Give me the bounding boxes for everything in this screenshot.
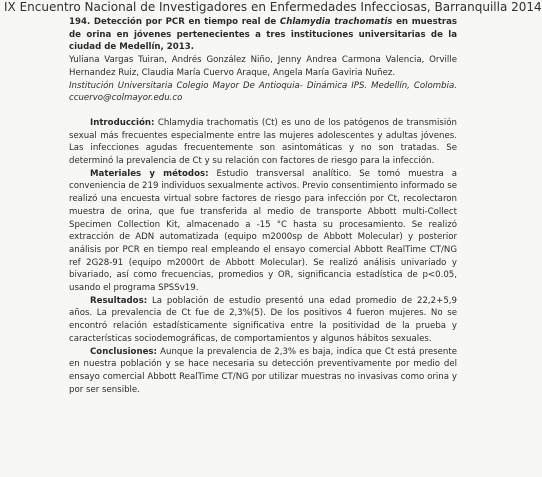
title-text-start: Detección por PCR en tiempo real de [90, 17, 280, 27]
introduction [69, 117, 457, 168]
authors: Yuliana Vargas Tuiran, Andrés González Niño, Jenny Andrea Carmona Valencia, Orville Hernandez Ruiz, Claudia María Cuervo Araque, Angela María Gaviria Nuñez. [69, 55, 457, 78]
title-text-end: en muestras de orina en jóvenes pertenecientes a tres instituciones universitarias de la ciudad de Medellín, 2013. [69, 17, 457, 53]
methods-label: Materiales y métodos: [90, 168, 209, 179]
conclusions-text: Aunque la prevalencia de 2,3% es baja, indica que Ct está presente en nuestra población y se hace necesaria su detección preventivamente por medio del ensayo comercial Abbott RealTime CT/NG por utilizar muestras no invasivas como orina y por ser sensible. [69, 346, 457, 395]
abstract-title [69, 16, 457, 54]
results [69, 295, 457, 346]
methods-text: Estudio transversal analítico. Se tomó muestra a conveniencia de 219 individuos sexualmente activos. Previo consentimiento informado se realizó una encuesta virtual sobre factores de riesgo para infección por Ct, recolectaron muestra de orina, que fue transferida al medio de transporte Abbott multi-Collect Specimen Collection Kit, almacenado a -15 °C hasta su procesamiento. Se realizó extracción de ADN automatizada (equipo m2000sp de Abbott Molecular) y posterior análisis por PCR en tiempo real empleando el ensayo comercial Abbott RealTime CT/NG ref 2G28-91 (equipo m2000rt de Abbott Molecular). Se realizó análisis univariado y bivariado, así como frecuencias, promedios y OR, significancia estadística de p<0.05, usando el programa SPSSv19. [69, 168, 457, 294]
results-label: Resultados: [90, 295, 148, 306]
abstract-number: 194. [69, 17, 91, 27]
conclusions [69, 346, 457, 397]
introduction-label: Introducción: [90, 117, 155, 128]
abstract [69, 16, 457, 396]
title-organism: Chlamydia trachomatis [279, 17, 393, 27]
results-text: La población de estudio presentó una edad promedio de 22,2+5,9 años. La prevalencia de Ct fue de 2,3%(5). De los positivos 4 fueron mujeres. No se encontró relación estadísticamente significativa entre la positividad de la prueba y características sociodemográficas, de comportamientos y algunos hábitos sexuales. [69, 295, 457, 344]
conclusions-label: Conclusiones: [90, 346, 157, 357]
introduction-text: Chlamydia trachomatis (Ct) es uno de los patógenos de transmisión sexual más frecuentes especialmente entre las mujeres adolescentes y adultas jóvenes. Las infecciones agudas frecuentemente son asintomáticas y no son tratadas. Se determinó la prevalencia de Ct y su relación con factores de riesgo para la infección. [69, 117, 457, 167]
methods [69, 168, 457, 295]
institution: Institución Universitaria Colegio Mayor De Antioquia- Dinámica IPS. Medellín, Colombia. ccuervo@colmayor.edu.co [69, 80, 457, 104]
proceedings-header: IX Encuentro Nacional de Investigadores en Enfermedades Infecciosas, Barranquilla 2014 [4, 0, 542, 14]
